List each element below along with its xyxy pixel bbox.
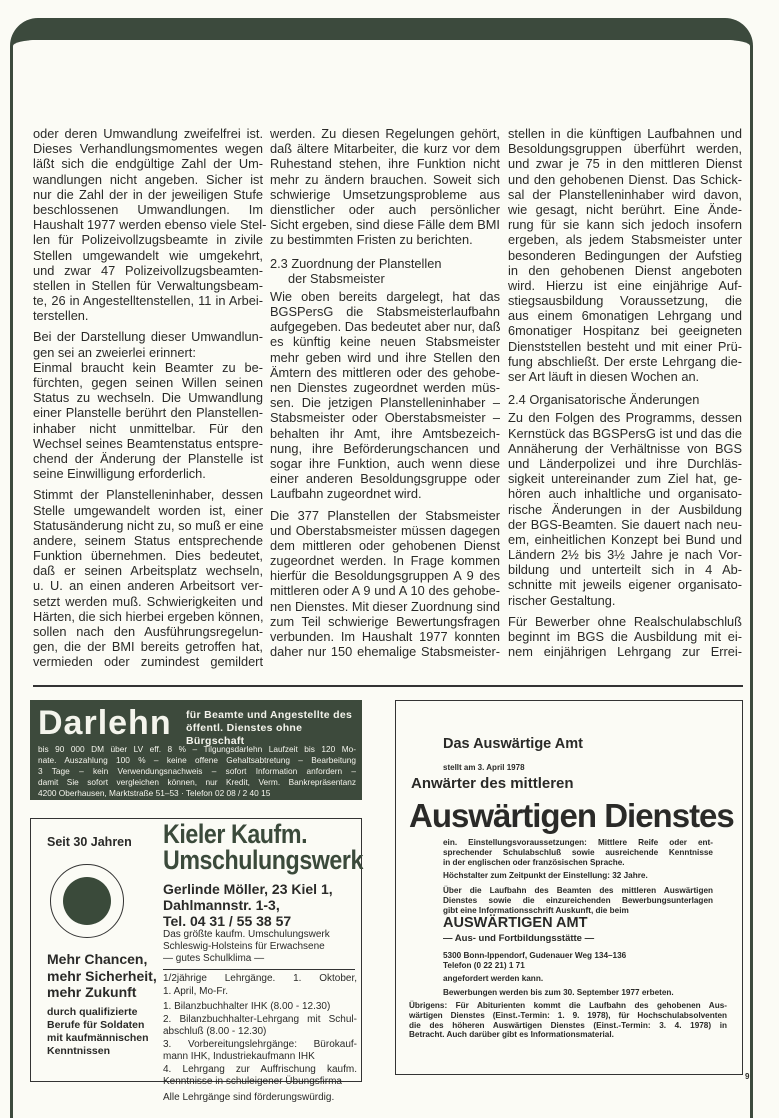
article-column-1 — [33, 126, 267, 676]
text-line: em, einheitlichen Konzept bei Bund und — [508, 531, 742, 547]
text-line: stellen in Stellen für Verwaltungsbeam- — [33, 277, 263, 293]
text-line: fürchten, gegen seinen Willen seinen — [33, 375, 263, 390]
text-line: Stimmt der Planstelleninhaber, dessen — [33, 487, 263, 503]
text-line: schwierige Umsetzungsprobleme aus — [270, 186, 500, 202]
text-line: Einmal braucht kein Beamter zu be- — [33, 359, 263, 375]
ad-aa-role: Anwärter des mittleren — [411, 775, 574, 792]
ad-kiel-address: Gerlinde Möller, 23 Kiel 1, Dahlmannstr. 1-3, Tel. 04 31 / 55 38 57 — [163, 881, 333, 929]
text-line: Dienststellen besteht und mit einer Prü- — [508, 338, 742, 354]
text-line: und zwar 47 Polizeivollzugsbeamten- — [33, 262, 263, 278]
text-line: nem einjährigen Lehrgang zur Errei- — [508, 644, 742, 660]
text-line: einer Planstelle berührt den Planstellen- — [33, 405, 263, 421]
text-line: Haushalt 1977 werden ebenso viele Stel- — [33, 217, 267, 233]
text-line: sigkeit untereinander zum Ziel hat, ge- — [508, 471, 742, 487]
text-line: aus einem 6monatigen Lehrgang und — [508, 308, 742, 324]
paragraph — [33, 329, 263, 359]
text-line: ergeben, als jedem Stabsmeister unter — [508, 232, 742, 248]
text-line: der Stabsmeister — [288, 270, 385, 286]
ad-darlehn — [30, 700, 362, 800]
text-line: Härten, die sich hierbei ergeben können, — [33, 608, 264, 624]
text-line: u. U. an einen anderen Arbeitsort ver- — [33, 578, 263, 594]
text-line: gen, die der BMI bereits getroffen hat, — [33, 639, 263, 655]
text-line: inhaber nicht unmittelbar. Für den — [33, 420, 263, 436]
paragraph — [508, 614, 742, 660]
ad-kiel-slogan: Mehr Chancen, mehr Sicherheit, mehr Zukunft — [47, 951, 157, 1000]
text-line: Stellen umgewandelt wie umgekehrt, — [33, 247, 263, 263]
ad-aa-requirements: ein. Einstellungsvoraussetzungen: Mittlere Reife oder ent- sprechender Schulabschluß sowie ausreichende Kenntnisse in der englischen oder französischen Sprache. — [443, 838, 713, 867]
paragraph — [270, 126, 500, 248]
ad-kiel-description: Das größte kaufm. Umschulungswerk Schleswig-Holsteins für Erwachsene — gutes Schulklima — — [163, 929, 330, 964]
ad-aa-service: Auswärtigen Dienstes — [409, 797, 734, 834]
text-line: stellen in die künftigen Laufbahnen und — [508, 126, 742, 141]
text-line: besonderen Bedingungen der Aufstieg — [508, 247, 742, 263]
ad-aa-info: Über die Laufbahn des Beamten des mittleren Auswärtigen Dienstes sowie die einzureichenden Bewerbungsunterlagen gibt eine Informationsschrift Auskunft, die beim — [443, 886, 713, 915]
text-line: setzt werden muß. Schwierigkeiten und — [33, 593, 263, 609]
ad-aa-contact: 5300 Bonn-Ippendorf, Gudenauer Weg 134–136 Telefon (0 22 21) 1 71 — [443, 951, 627, 970]
text-line: daß ältere Mitarbeiter, die kurz vor dem — [270, 141, 500, 157]
text-line: dem mittleren oder gehobenen Dienst — [270, 537, 500, 553]
ad-aa-deadline: Bewerbungen werden bis zum 30. September 1977 erbeten. — [443, 988, 674, 997]
ad-kiel-since: Seit 30 Jahren — [47, 835, 132, 849]
paragraph — [33, 126, 267, 324]
ad-darlehn-title: Darlehn — [38, 704, 172, 742]
text-line: und den gehobenen Dienst. Das Schick- — [508, 171, 742, 187]
text-line: Die 377 Planstellen der Stabsmeister — [270, 507, 500, 523]
target-circle-icon — [50, 864, 124, 938]
text-line: 6monatiger Hospitanz bei geeigneten — [508, 323, 742, 339]
ad-kiel-title: Kieler Kaufm. Umschulungswerk — [163, 819, 364, 875]
text-line: vermieden oder zumindest gemildert — [33, 654, 263, 670]
ad-auswaertiges-amt — [395, 700, 743, 1075]
text-line: seine Einwilligung erforderlich. — [33, 466, 206, 482]
text-line: te, 26 in Angestelltenstellen, 11 in Arbei- — [33, 293, 263, 309]
text-line: läßt sich die endgültige Zahl der Um- — [33, 156, 263, 172]
text-line: zugeordnet werden. In Frage kommen — [270, 553, 500, 569]
text-line: mittleren oder A 9 und A 10 des gehobe- — [270, 583, 500, 599]
section-heading — [270, 256, 500, 286]
text-line: Dieses Verhandlungsmomentes wegen — [33, 141, 263, 157]
text-line: ser Art läuft in diesen Wochen an. — [508, 369, 700, 384]
text-line: rische Änderungen in der Ausbildung — [508, 501, 742, 517]
ad-aa-office: AUSWÄRTIGEN AMT — [443, 915, 588, 931]
paragraph — [270, 289, 500, 502]
text-line: rischer Gestaltung. — [508, 592, 616, 608]
text-line: Wie oben bereits dargelegt, hat das — [270, 288, 500, 304]
text-line: mehr geben wird und ihre Stellen den — [270, 349, 500, 365]
text-line: gen sei an zweierlei erinnert: — [33, 344, 196, 360]
text-line: nur die Zahl der in der jeweiligen Stufe — [33, 186, 263, 202]
text-line: beschlossenen Umwandlungen. Im — [33, 201, 263, 217]
text-line: len für Polizeivollzugsbeamte in zivile — [33, 232, 263, 248]
text-line: Ämtern des mittleren oder des gehobe- — [270, 364, 500, 380]
ad-aa-age-limit: Höchstalter zum Zeitpunkt der Einstellung: 32 Jahre. — [443, 871, 648, 880]
ad-kiel — [30, 818, 364, 1103]
ad-aa-note: Übrigens: Für Abiturienten kommt die Laufbahn des gehobenen Aus- wärtigen Dienstes (Einst.-Termin: 1. 9. 1978), für Hochschulabsolventen die des höheren Auswärtigen Dienstes (Einst.-Termin: 3. 4. 1978) in Betracht. Auch darüber gibt es Informationsmaterial. — [409, 1001, 727, 1040]
text-line: Kernstück das BGSPersG ist und das die — [508, 425, 743, 441]
text-line: aufgegeben. Das bedeutet aber nur, daß — [270, 319, 501, 335]
text-line: und Länderpolizei und ihre Durchläs- — [508, 455, 742, 471]
text-line: wandlungen nicht angeben. Sicher ist — [33, 171, 263, 187]
text-line: zu bestimmten Fristen zu berichten. — [270, 232, 473, 248]
text-line: 2.3 Zuordnung der Planstellen — [270, 255, 442, 271]
text-line: wie gesagt, nicht berührt. Eine Ände- — [508, 201, 742, 217]
ad-kiel-divider — [163, 969, 355, 970]
text-line: Stabsmeister oder Oberstabsmeister – — [270, 410, 500, 426]
text-line: Stelle umgewandelt worden ist, einer — [33, 502, 263, 518]
text-line: nung, ihre Beförderungschancen und — [270, 440, 500, 456]
ad-kiel-courses: 1/2jährige Lehrgänge. 1. Oktober, 1. April, Mo-Fr. 1. Bilanzbuchhalter IHK (8.00 - 12.30) 2. Bilanzbuchhalter-Lehrgang mit Schul- abschluß (8.00 - 12.30) 3. Vorbereitungslehrgänge: Bürokauf- mann IHK, Industriekaufmann IHK 4. Lehrgang zur Auffrischung kaufm. Kenntnisse in schuleigener Übungsfirma Alle Lehrgänge sind förderungswürdig. — [163, 973, 357, 1103]
text-line: andere, seinem Status entsprechende — [33, 532, 263, 548]
text-line: terstellen. — [33, 308, 89, 324]
text-line: und Oberstabsmeister müssen dagegen — [270, 522, 500, 538]
text-line: Ländern 2½ bis 3½ Jahre je nach Vor- — [508, 547, 742, 563]
text-line: hören auch inhaltliche und organisato- — [508, 486, 742, 502]
text-line: oder deren Umwandlung zweifelfrei ist. — [33, 126, 263, 141]
paragraph — [270, 508, 500, 660]
text-line: bildung und unterteilt sich in 4 Ab- — [508, 562, 742, 578]
text-line: Laufbahn zugeordnet wird. — [270, 486, 422, 502]
text-line: werden. Zu diesen Regelungen gehört, — [270, 126, 500, 141]
section-divider — [33, 685, 743, 687]
text-line: Zu den Folgen des Programms, dessen — [508, 410, 742, 426]
ad-darlehn-body: bis 90 000 DM über LV eff. 8 % – Tilgungsdarlehn Laufzeit bis 120 Mo- nate. Auszahlung 100 % – keine offene Gehaltsabtretung – Bearbeitung 3 Tage – kein Verwendungsnachweis – sofort Information anfordern – damit Sie sofort vergleichen können, nur Kredit, Verm. Bankrepräsentanz 4200 Oberhausen, Marktstraße 51–53 · Telefon 02 08 / 2 40 15 — [38, 744, 356, 798]
text-line: daher nur 150 ehemalige Stabsmeister- — [270, 644, 500, 660]
ad-aa-heading: Das Auswärtige Amt — [443, 736, 583, 752]
text-line: mehr zu ändern brauchen. Soweit sich — [270, 171, 500, 187]
page-number: 9 — [745, 1072, 750, 1081]
text-line: sen. Die jetzigen Planstelleninhaber – — [270, 395, 500, 411]
paragraph — [508, 410, 742, 607]
ad-aa-request: angefordert werden kann. — [443, 974, 544, 983]
text-line: der BGS-Beamten. Sie dauert nach neu- — [508, 516, 742, 532]
text-line: Status zu wechseln. Die Umwandlung — [33, 390, 263, 406]
text-line: fung abschließt. Der erste Lehrgang die- — [508, 353, 742, 369]
text-line: daß er seinen Arbeitsplatz wechseln, — [33, 563, 263, 579]
article-column-2 — [270, 126, 500, 665]
text-line: hierfür die Besoldungsgruppen A 9 des — [270, 568, 500, 584]
ad-darlehn-subtitle: für Beamte und Angestellte des öffentl. Dienstes ohne Bürgschaft — [186, 709, 353, 747]
text-line: sollen nach den Ausführungsregelun- — [33, 624, 263, 639]
ad-aa-office-sub: — Aus- und Fortbildungsstätte — — [443, 933, 595, 944]
text-line: Sicht ergeben, sind diese Fälle dem BMI — [270, 217, 500, 233]
text-line: Bei der Darstellung dieser Umwandlun- — [33, 329, 263, 345]
text-line: sal der Planstelleninhaber wird davon, — [508, 186, 742, 202]
text-line: BGSPersG die Stabsmeisterlaufbahn — [270, 304, 500, 320]
text-line: und zwar je 75 in den mittleren Dienst — [508, 156, 742, 172]
text-line: chend der Änderung der Planstelle ist — [33, 450, 263, 466]
text-line: nen Dienstes. Mit dieser Zuordnung sind — [270, 598, 500, 614]
article-column-3 — [508, 126, 742, 665]
text-line: Für Bewerber ohne Realschulabschluß — [508, 613, 742, 629]
text-line: beginnt im BGS die Ausbildung mit ei- — [508, 629, 742, 644]
text-line: stiegsausbildung Voraussetzung, die — [508, 293, 742, 309]
text-line: einer anderen Besoldungsgruppe oder — [270, 471, 500, 487]
text-line: Annäherung der Verhältnisse von BGS — [508, 440, 742, 456]
ad-aa-date: stellt am 3. April 1978 — [443, 763, 525, 772]
text-line: wird. Hierzu ist eine einjährige Auf- — [508, 277, 742, 293]
paragraph — [33, 360, 263, 482]
text-line: rung für sie kann sich jedoch insofern — [508, 217, 742, 233]
paragraph — [508, 126, 742, 384]
text-line: 2.4 Organisatorische Änderungen — [508, 392, 700, 408]
text-line: in den gehobenen Dienst angeboten — [508, 262, 742, 278]
text-line: Besoldungsgruppen überführt werden, — [508, 141, 742, 157]
text-line: nen Dienstes zugeordnet werden müs- — [270, 380, 500, 395]
text-line: Statusänderung nicht zu, so muß er eine — [33, 517, 264, 533]
text-line: sogar ihre Funktion, auch wenn diese — [270, 455, 500, 471]
text-line: Funktion übernehmen. Dies bedeutet, — [33, 548, 263, 564]
text-line: Wechsel seines Beamtenstatus entspre- — [33, 435, 263, 451]
text-line: behalten ihr Amt, ihre Amtsbezeich- — [270, 425, 500, 441]
text-line: es künftig keine neuen Stabsmeister — [270, 334, 500, 350]
ad-kiel-target: durch qualifizierte Berufe für Soldaten mit kaufmännischen Kenntnissen — [47, 1006, 149, 1057]
text-line: Ruhestand stehen, ihre Funktion nicht — [270, 156, 500, 172]
text-line: schnitte mit jeweils eigener organisato- — [508, 577, 742, 593]
text-line: verbunden. Im Haushalt 1977 konnten — [270, 629, 500, 644]
text-line: zum Teil schwierige Bewertungsfragen — [270, 613, 500, 629]
paragraph — [33, 487, 263, 669]
text-line: dienstlicher oder auch persönlicher — [270, 201, 500, 217]
section-heading — [508, 392, 742, 407]
